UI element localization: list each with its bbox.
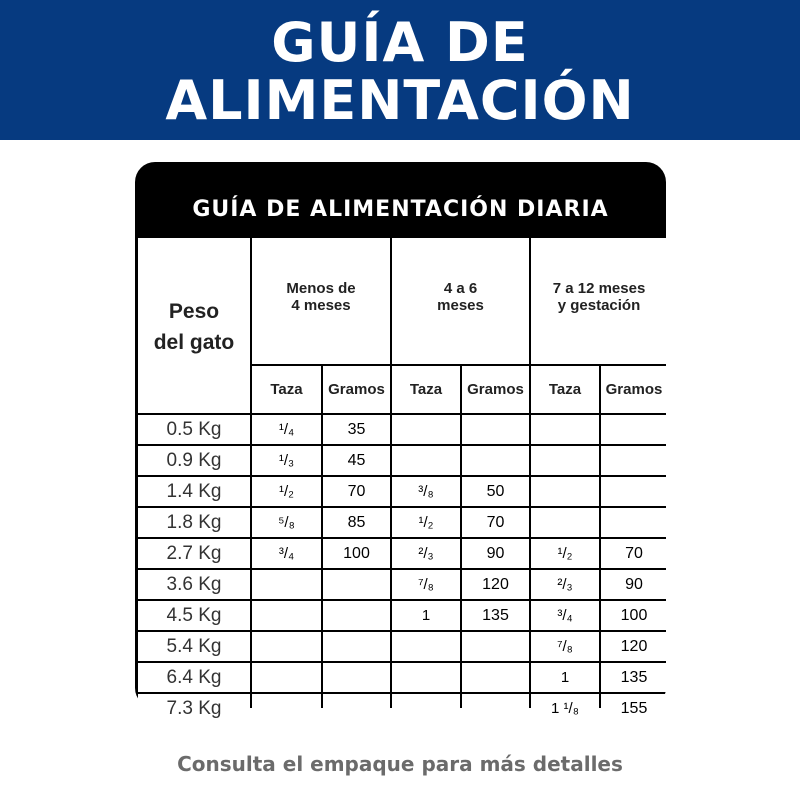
cup-cell: ¹/₂ — [252, 477, 321, 506]
grams-cell: 85 — [323, 508, 390, 537]
age-group-header — [392, 238, 529, 364]
cup-cell — [252, 570, 321, 599]
grams-cell — [462, 663, 529, 692]
grams-cell — [323, 601, 390, 630]
cup-cell — [531, 508, 599, 537]
cup-cell — [531, 477, 599, 506]
grams-cell: 90 — [601, 570, 667, 599]
age-group-line1: 4 a 6 — [443, 279, 478, 297]
sub-header-cup: Taza — [531, 366, 599, 413]
grams-cell: 100 — [601, 601, 667, 630]
grams-cell — [601, 415, 667, 444]
cup-cell — [252, 601, 321, 630]
grams-cell: 120 — [601, 632, 667, 661]
cup-cell: ¹/₂ — [531, 539, 599, 568]
grams-cell — [601, 446, 667, 475]
cup-cell — [392, 694, 460, 723]
weight-cell: 4.5 Kg — [138, 601, 250, 630]
feeding-table — [135, 162, 666, 719]
cup-cell: 1 ¹/₈ — [531, 694, 599, 723]
cup-cell: ³/₄ — [252, 539, 321, 568]
weight-cell: 0.9 Kg — [138, 446, 250, 475]
weight-header-line2: del gato — [153, 330, 235, 354]
grams-cell — [601, 477, 667, 506]
banner-title-line2: ALIMENTACIÓN — [165, 69, 635, 132]
weight-cell: 1.4 Kg — [138, 477, 250, 506]
grams-cell — [462, 694, 529, 723]
sub-header-grams: Gramos — [323, 366, 390, 413]
grams-cell — [323, 663, 390, 692]
grams-cell — [601, 508, 667, 537]
grams-cell — [462, 632, 529, 661]
grams-cell: 35 — [323, 415, 390, 444]
grams-cell: 45 — [323, 446, 390, 475]
footer-note: Consulta el empaque para más detalles — [177, 752, 623, 776]
banner-title-line1: GUÍA DE — [271, 11, 529, 74]
sub-header-grams: Gramos — [462, 366, 529, 413]
sub-header-grams: Gramos — [601, 366, 667, 413]
cup-cell: ⁷/₈ — [531, 632, 599, 661]
age-group-line1: Menos de — [286, 279, 356, 297]
weight-header-line1: Peso — [168, 300, 220, 324]
cup-cell: ³/₈ — [392, 477, 460, 506]
grams-cell: 100 — [323, 539, 390, 568]
cup-cell — [392, 415, 460, 444]
grams-cell — [323, 570, 390, 599]
sub-header-cup: Taza — [392, 366, 460, 413]
cup-cell — [392, 663, 460, 692]
grams-cell: 120 — [462, 570, 529, 599]
grams-cell: 155 — [601, 694, 667, 723]
age-group-header — [531, 238, 667, 364]
cup-cell: 1 — [392, 601, 460, 630]
cup-cell — [252, 632, 321, 661]
weight-cell: 3.6 Kg — [138, 570, 250, 599]
cup-cell — [392, 446, 460, 475]
sub-header-cup: Taza — [252, 366, 321, 413]
grams-cell: 70 — [601, 539, 667, 568]
weight-cell: 5.4 Kg — [138, 632, 250, 661]
age-group-line2: y gestación — [557, 297, 641, 314]
weight-header — [138, 238, 250, 413]
cup-cell — [252, 663, 321, 692]
age-group-header — [252, 238, 390, 364]
table-title: GUÍA DE ALIMENTACIÓN DIARIA — [192, 197, 609, 222]
cup-cell: ¹/₂ — [392, 508, 460, 537]
weight-cell: 1.8 Kg — [138, 508, 250, 537]
age-group-line2: 4 meses — [291, 297, 351, 314]
feeding-grid — [138, 238, 663, 719]
cup-cell: ³/₄ — [531, 601, 599, 630]
age-group-line2: meses — [437, 297, 484, 314]
cup-cell: ¹/₃ — [252, 446, 321, 475]
weight-cell: 0.5 Kg — [138, 415, 250, 444]
grams-cell: 70 — [323, 477, 390, 506]
grams-cell — [323, 694, 390, 723]
cup-cell: ¹/₄ — [252, 415, 321, 444]
cup-cell — [392, 632, 460, 661]
grams-cell: 90 — [462, 539, 529, 568]
weight-cell: 7.3 Kg — [138, 694, 250, 723]
grams-cell: 70 — [462, 508, 529, 537]
grams-cell: 50 — [462, 477, 529, 506]
grams-cell — [323, 632, 390, 661]
cup-cell — [531, 415, 599, 444]
cup-cell: 1 — [531, 663, 599, 692]
grams-cell: 135 — [462, 601, 529, 630]
cup-cell: ⁵/₈ — [252, 508, 321, 537]
weight-cell: 2.7 Kg — [138, 539, 250, 568]
age-group-line1: 7 a 12 meses — [552, 279, 646, 297]
cup-cell: ²/₃ — [392, 539, 460, 568]
cup-cell — [531, 446, 599, 475]
cup-cell: ²/₃ — [531, 570, 599, 599]
cup-cell: ⁷/₈ — [392, 570, 460, 599]
weight-cell: 6.4 Kg — [138, 663, 250, 692]
grams-cell — [462, 415, 529, 444]
cup-cell — [252, 694, 321, 723]
title-banner — [0, 0, 800, 140]
grams-cell: 135 — [601, 663, 667, 692]
grams-cell — [462, 446, 529, 475]
